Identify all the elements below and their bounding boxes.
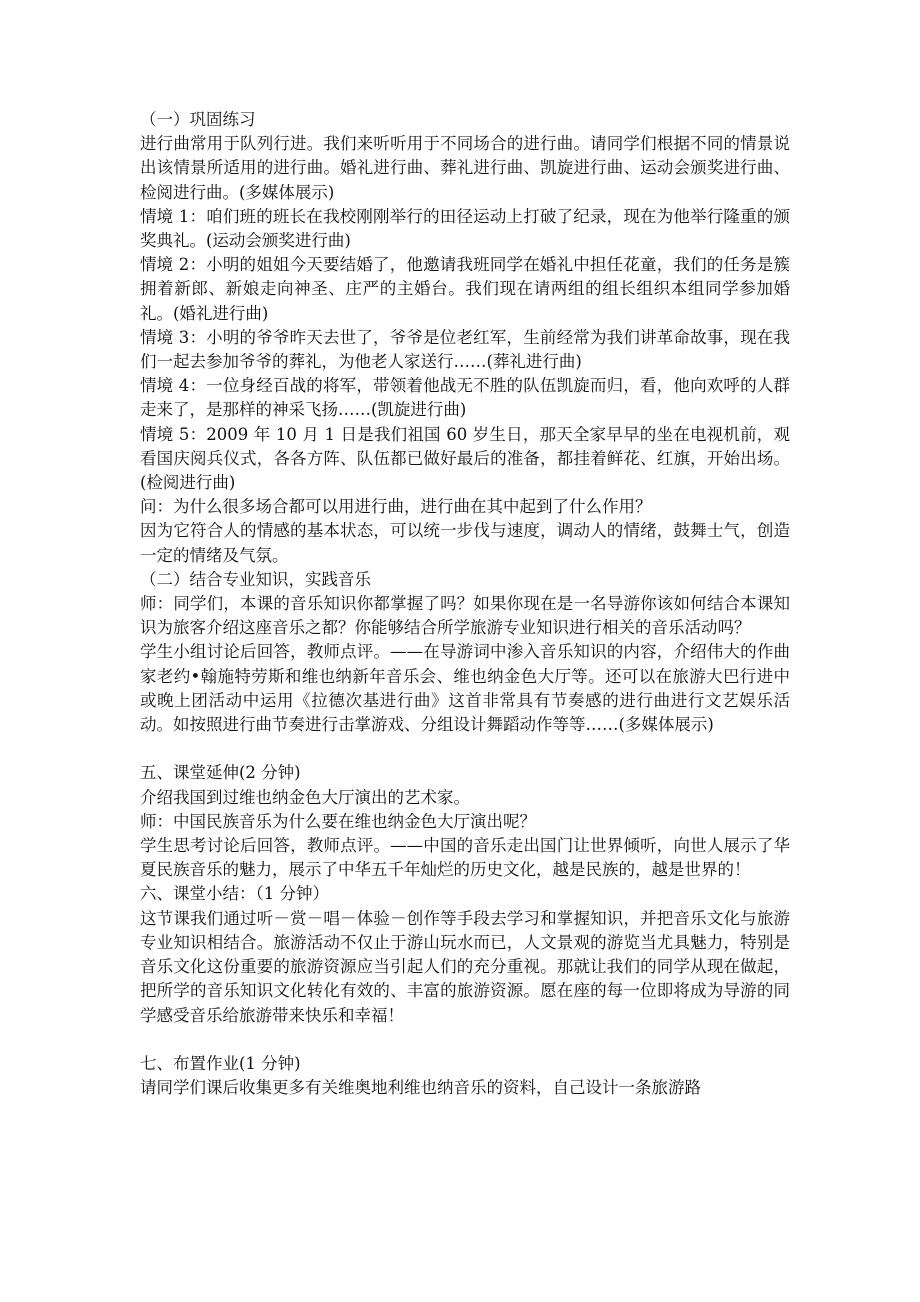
section-heading-summary: 六、课堂小结：（1 分钟） xyxy=(140,884,329,904)
blank-line xyxy=(140,737,790,761)
document-page xyxy=(140,108,790,1100)
section-heading-practice: （二）结合专业知识，实践音乐 xyxy=(140,569,371,589)
paragraph-summary: 这节课我们通过听－赏－唱－体验－创作等手段去学习和掌握知识，并把音乐文化与旅游专业知识相结合。旅游活动不仅止于游山玩水而已，人文景观的游览当尤具魅力，特别是音乐文化这份重要的旅游资源应当引起人们的充分重视。那就让我们的同学从现在做起，把所学的音乐知识文化转化有效的、丰富的旅游资源。愿在座的每一位即将成为导游的同学感受音乐给旅游带来快乐和幸福！ xyxy=(140,908,790,1025)
paragraph-artists-intro: 介绍我国到过维也纳金色大厅演出的艺术家。 xyxy=(140,787,470,807)
paragraph-homework: 请同学们课后收集更多有关维奥地利维也纳音乐的资料，自己设计一条旅游路 xyxy=(140,1078,701,1098)
paragraph-scenario-5: 情境 5：2009 年 10 月 1 日是我们祖国 60 岁生日，那天全家早早的坐在电视机前，观看国庆阅兵仪式，各各方阵、队伍都已做好最后的准备，都挂着鲜花、红旗，开始出场。(检阅进行曲) xyxy=(140,424,790,493)
paragraph-scenario-2: 情境 2：小明的姐姐今天要结婚了，他邀请我班同学在婚礼中担任花童，我们的任务是簇拥着新郎、新娘走向神圣、庄严的主婚台。我们现在请两组的组长组织本组同学参加婚礼。(婚礼进行曲) xyxy=(140,255,790,323)
paragraph-teacher-why: 师：中国民族音乐为什么要在维也纳金色大厅演出呢？ xyxy=(140,811,536,831)
paragraph-scenario-4: 情境 4：一位身经百战的将军，带领着他战无不胜的队伍凯旋而归，看，他向欢呼的人群走来了，是那样的神采飞扬……(凯旋进行曲) xyxy=(140,376,790,420)
paragraph-student-answer: 学生思考讨论后回答，教师点评。——中国的音乐走出国门让世界倾听，向世人展示了华夏民族音乐的魅力，展示了中华五千年灿烂的历史文化，越是民族的，越是世界的！ xyxy=(140,836,790,880)
section-heading-homework: 七、布置作业(1 分钟) xyxy=(140,1053,301,1073)
paragraph-scenario-1: 情境 1：咱们班的班长在我校刚刚举行的田径运动上打破了纪录，现在为他举行隆重的颁奖典礼。(运动会颁奖进行曲) xyxy=(140,206,790,251)
blank-line xyxy=(140,1028,790,1052)
paragraph-march-intro: 进行曲常用于队列行进。我们来听听用于不同场合的进行曲。请同学们根据不同的情景说出该情景所适用的进行曲。婚礼进行曲、葬礼进行曲、凯旋进行曲、运动会颁奖进行曲、检阅进行曲。(多媒体展示) xyxy=(140,134,790,202)
paragraph-question: 问：为什么很多场合都可以用进行曲，进行曲在其中起到了什么作用？ xyxy=(140,497,652,517)
section-heading-extension: 五、课堂延伸(2 分钟) xyxy=(140,763,301,783)
paragraph-group-discussion: 学生小组讨论后回答，教师点评。——在导游词中渗入音乐知识的内容，介绍伟大的作曲家老约•翰施特劳斯和维也纳新年音乐会、维也纳金色大厅等。还可以在旅游大巴行进中或晚上团活动中运用《拉德次基进行曲》这首非常具有节奏感的进行曲进行文艺娱乐活动。如按照进行曲节奏进行击掌游戏、分组设计舞蹈动作等等……(多媒体展示) xyxy=(140,642,790,735)
paragraph-scenario-3: 情境 3：小明的爷爷昨天去世了，爷爷是位老红军，生前经常为我们讲革命故事，现在我们一起去参加爷爷的葬礼，为他老人家送行……(葬礼进行曲) xyxy=(140,327,790,372)
section-heading-consolidation: （一）巩固练习 xyxy=(140,110,256,129)
paragraph-teacher-question: 师：同学们，本课的音乐知识你都掌握了吗？如果你现在是一名导游你该如何结合本课知识为旅客介绍这座音乐之都？你能够结合所学旅游专业知识进行相关的音乐活动吗？ xyxy=(140,594,790,638)
paragraph-answer: 因为它符合人的情感的基本状态，可以统一步伐与速度，调动人的情绪，鼓舞士气，创造一定的情绪及气氛。 xyxy=(140,521,790,565)
